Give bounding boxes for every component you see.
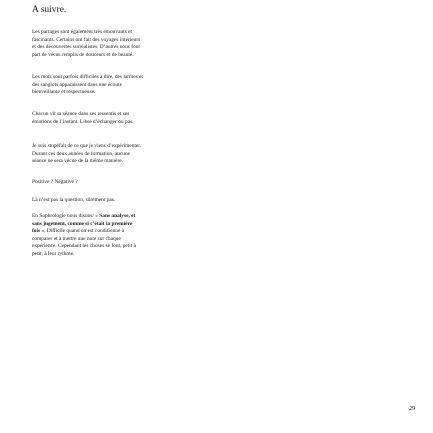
text-line: émotions de l’instant. Libre d’échanger ou pas. (32, 118, 134, 125)
text-line: Chacun vit sa séance dans ses ressentis et ses (32, 111, 130, 117)
paragraph-5 (32, 179, 362, 187)
text-bold: sans jugement, comme si c’était la première (32, 220, 133, 227)
text-line: Positive ? Négative ? (32, 179, 78, 185)
text-line: des sanglots apparaissent dans une écoute (32, 81, 122, 88)
paragraph-4 (32, 143, 362, 166)
text-line (32, 228, 362, 236)
text-normal: En Sophrologie nous disons/ « (32, 213, 100, 219)
paragraph-6 (32, 197, 362, 205)
text-line: fascinants. Certains ont fait des voyages intérieurs (32, 36, 141, 43)
section-heading: A suivre. (32, 5, 67, 15)
text-line: Durant ces deux années de formation, aucune (32, 150, 131, 157)
text-line: part de vécus remplis de douceurs et de beauté. (32, 51, 134, 58)
text-line: expérience. Cependant les choses se font, petit à (32, 243, 137, 250)
text-line: Là n’est pas la question, sûrement pas. (32, 197, 116, 203)
paragraph-1 (32, 29, 362, 59)
paragraph-3 (32, 111, 362, 126)
paragraph-2 (32, 74, 362, 97)
text-line: Je suis stupéfait de ce que je viens d’expérimenter. (32, 143, 142, 149)
page-number: 29 (409, 406, 415, 412)
text-bold: fois (32, 228, 41, 235)
text-line: petit, à leur rythme. (32, 250, 75, 257)
text-line (32, 213, 362, 221)
text-line: et des découvertes surréalistes. D’autres nous font (32, 44, 140, 51)
text-bold: Sans analyse, et (99, 213, 136, 219)
text-line: comparer et à mettre une note sur chaque (32, 235, 121, 242)
text-line: bienveillante et respectueuse. (32, 89, 96, 96)
text-normal: », Difficile quand on est conditionné à (40, 228, 125, 235)
text-line: Les partages sont également très émouvants et (32, 29, 132, 35)
paragraph-7 (32, 213, 362, 259)
text-line: séance ne sera vécue de la même manière. (32, 158, 123, 165)
text-line: Les mots sont parfois difficiles à dire, des larmes et (32, 74, 143, 80)
